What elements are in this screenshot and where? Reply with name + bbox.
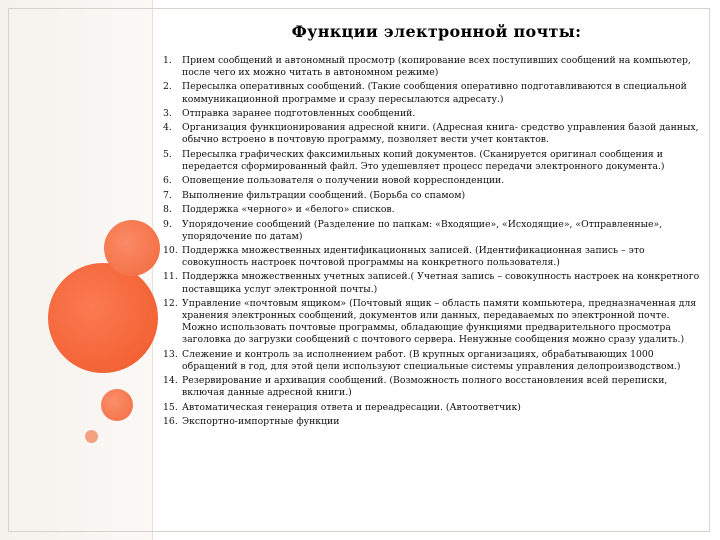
item-number: 1. [163, 55, 172, 66]
item-number: 9. [163, 218, 172, 230]
list-item [163, 416, 703, 428]
tiny-orange-circle [85, 430, 98, 443]
item-number: 14. [163, 375, 178, 387]
list-item [163, 402, 703, 414]
medium-orange-circle [104, 220, 160, 276]
item-text: Экспортно-импортные функции [182, 415, 340, 427]
small-orange-circle [101, 389, 133, 421]
item-text: Поддержка множественных идентификационных записей. (Идентификационная запись – это совокупность настроек почтовой программы на конкретного пользователя.) [182, 244, 645, 269]
item-number: 16. [163, 415, 178, 427]
item-number: 13. [163, 348, 178, 360]
item-text: Отправка заранее подготовленных сообщений. [182, 107, 416, 119]
item-number: 12. [163, 297, 178, 309]
list-item [163, 55, 703, 79]
item-text: Управление «почтовым ящиком» (Почтовый ящик – область памяти компьютера, предназначенная для хранения электронных сообщений, документов или данных, передаваемых по электронной почте. Можно использовать почтовые программы, обладающие функциями предварительного просмотра заголовка до загрузки сообщений с почтового сервера. Ненужные сообщения можно сразу удалить.) [182, 297, 697, 346]
list-item [163, 190, 703, 202]
large-orange-circle [48, 263, 158, 373]
item-number: 8. [163, 204, 172, 216]
item-number: 6. [163, 175, 172, 187]
item-number: 7. [163, 189, 172, 201]
item-text: Резервирование и архивация сообщений. (Возможность полного восстановления всей переписки, включая данные адресной книги.) [182, 375, 668, 399]
list-item [163, 175, 703, 187]
functions-list [163, 55, 703, 430]
item-number: 4. [163, 122, 172, 134]
item-text: Выполнение фильтрации сообщений. (Борьба со спамом) [182, 189, 466, 201]
item-text: Пересылка графических факсимильных копий документов. (Сканируется оригинал сообщения и передается сформированный файл. Это удешевляет процесс передачи электронного документа.) [182, 148, 665, 172]
item-text: Пересылка оперативных сообщений. (Такие сообщения оперативно подготавливаются в специальной коммуникационной программе и сразу пересылаются адресату.) [182, 81, 687, 105]
slide-title: Функции электронной почты: [291, 22, 582, 41]
list-item [163, 81, 703, 105]
item-text: Поддержка «черного» и «белого» списков. [182, 204, 395, 216]
list-item [163, 375, 703, 399]
list-item [163, 149, 703, 173]
list-item [163, 108, 703, 120]
item-number: 5. [163, 148, 172, 160]
list-item [163, 219, 703, 243]
item-number: 10. [163, 244, 178, 256]
item-text: Оповещение пользователя о получении новой корреспонденции. [182, 175, 505, 187]
list-item [163, 122, 703, 146]
item-text: Упорядочение сообщений (Разделение по папкам: «Входящие», «Исходящие», «Отправленные», упорядочение по датам) [182, 218, 663, 242]
list-item [163, 204, 703, 216]
list-item [163, 298, 703, 346]
item-number: 2. [163, 81, 172, 93]
list-item [163, 349, 703, 373]
item-text: Поддержка множественных учетных записей.( Учетная запись – совокупность настроек на конкретного поставщика услуг электронной почты.) [182, 271, 700, 295]
item-number: 15. [163, 401, 178, 413]
item-text: Прием сообщений и автономный просмотр (копирование всех поступивших сообщений на компьютер, после чего их можно читать в автономном режиме) [182, 55, 691, 79]
item-text: Организация функционирования адресной книги. (Адресная книга- средство управления базой данных, обычно встроено в почтовую программу, позволяет вести учет контактов. [182, 122, 699, 146]
item-number: 3. [163, 107, 172, 119]
item-text: Автоматическая генерация ответа и переадресации. (Автоответчик) [182, 401, 521, 413]
list-item [163, 245, 703, 269]
item-number: 11. [163, 271, 178, 283]
item-text: Слежение и контроль за исполнением работ. (В крупных организациях, обрабатывающих 1000 обращений в год, для этой цели используют специальные системы управления делопроизводством.) [182, 348, 681, 372]
list-item [163, 271, 703, 295]
